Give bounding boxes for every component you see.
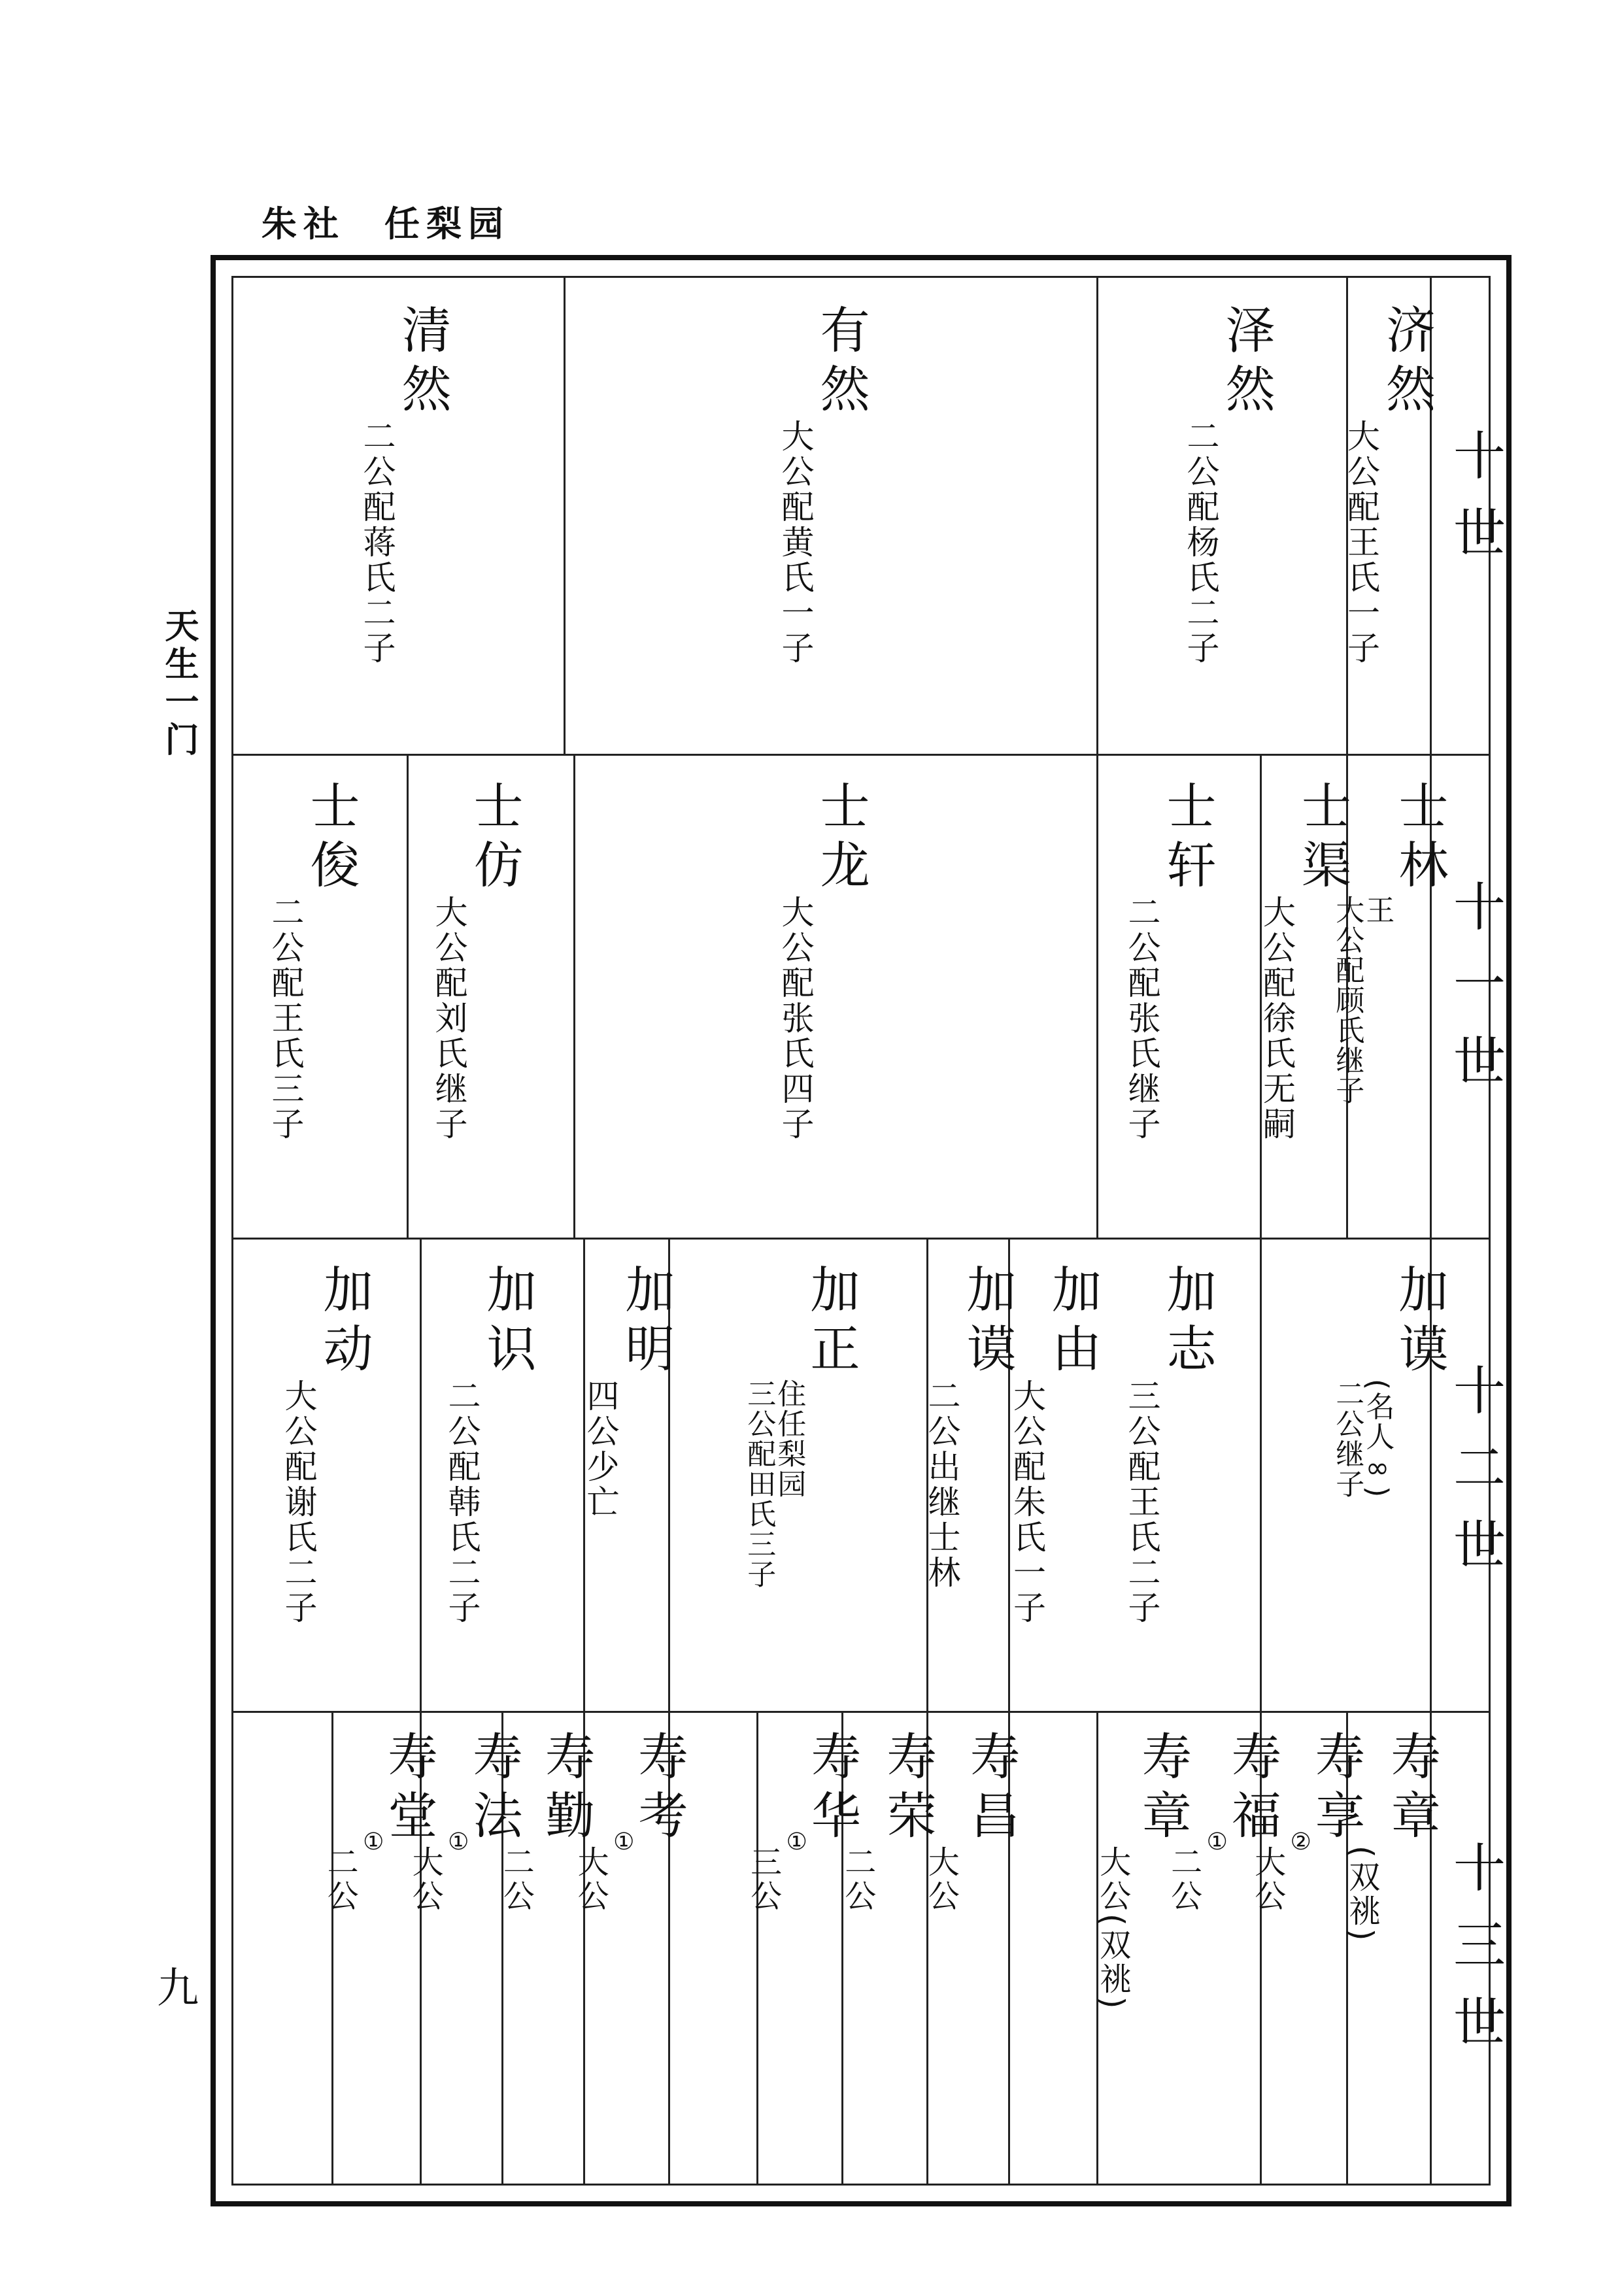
person-detail: 大公配徐氏无嗣 xyxy=(1257,895,1296,1142)
header-village: 朱社 xyxy=(262,203,345,245)
cell-divider xyxy=(420,1238,422,1711)
genealogy-frame xyxy=(211,255,1512,2206)
person-detail-note: 王 xyxy=(1360,895,1394,925)
person-detail xyxy=(742,1379,806,1589)
person-detail: 大公 xyxy=(922,1846,960,1914)
page-number: 九 xyxy=(157,1965,199,2013)
person-detail: 大公 xyxy=(407,1846,444,1914)
person-entry xyxy=(776,304,871,666)
person-name: 加谟 xyxy=(1390,1264,1449,1381)
person-detail: 三公 xyxy=(745,1846,782,1914)
person-detail: 大公 xyxy=(572,1846,609,1914)
person-detail: 二公 xyxy=(498,1846,535,1914)
side-label: 天生一门 xyxy=(159,608,199,760)
person-entry xyxy=(266,780,361,1142)
person-name: 寿福 xyxy=(1223,1730,1282,1848)
cell-divider xyxy=(564,278,566,754)
person-detail: 二公配杨氏二子 xyxy=(1181,419,1220,666)
person-detail-part: 二公继子 xyxy=(1330,1379,1364,1499)
row-divider xyxy=(233,1711,1489,1713)
person-entry xyxy=(1330,780,1449,1106)
person-detail: 二公出继士林 xyxy=(922,1379,961,1591)
person-detail: 大公 xyxy=(1249,1846,1286,1914)
person-mark: ① xyxy=(613,1829,635,1855)
generation-text: 十二世 xyxy=(1444,1363,1506,1595)
cell-divider xyxy=(331,1711,333,2184)
person-detail: 大公配朱氏一子 xyxy=(1007,1379,1046,1626)
generation-text: 十世 xyxy=(1444,428,1506,582)
person-name: 寿勤 xyxy=(537,1730,596,1848)
person-name: 士林 xyxy=(1390,780,1449,898)
person-detail-part: 住任梨园 xyxy=(772,1379,806,1499)
person-name: 寿考 xyxy=(630,1730,688,1848)
person-entry xyxy=(443,1264,535,1626)
person-entry xyxy=(922,1264,1017,1591)
cell-divider xyxy=(1260,1238,1262,1711)
cell-divider xyxy=(1096,278,1098,754)
person-mark: ① xyxy=(1206,1829,1228,1855)
person-entry xyxy=(430,780,522,1142)
person-detail: 大公配谢氏二子 xyxy=(279,1379,318,1626)
person-detail: 二公 xyxy=(1165,1846,1202,1914)
person-entry xyxy=(1123,1264,1215,1626)
person-name: 清然 xyxy=(394,304,452,422)
person-detail: 三公配王氏二子 xyxy=(1123,1379,1161,1626)
person-name: 有然 xyxy=(812,304,871,422)
person-detail: (双祧) xyxy=(1343,1846,1380,1944)
person-entry xyxy=(776,780,871,1142)
cell-divider xyxy=(407,754,409,1238)
person-mark: ① xyxy=(363,1829,384,1855)
person-detail-part: 氏继子 xyxy=(1330,1015,1364,1106)
person-mark: ① xyxy=(448,1829,469,1855)
person-name: 加正 xyxy=(802,1264,860,1381)
person-name: 加由 xyxy=(1043,1264,1102,1381)
person-entry xyxy=(1123,780,1215,1142)
person-name: 寿堂 xyxy=(379,1730,438,1848)
generation-label-12 xyxy=(1430,1363,1520,1595)
person-name: 加识 xyxy=(479,1264,537,1381)
person-name: 加志 xyxy=(1158,1264,1217,1381)
generation-label-10 xyxy=(1430,428,1520,582)
cell-divider xyxy=(573,754,575,1238)
generation-label-13 xyxy=(1430,1840,1520,2072)
generation-text: 十三世 xyxy=(1444,1840,1506,2072)
person-detail: 二公 xyxy=(839,1846,876,1914)
person-name: 士仿 xyxy=(465,780,524,898)
person-name: 士渠 xyxy=(1293,780,1352,898)
row-divider xyxy=(233,754,1489,756)
person-detail: 二公 xyxy=(322,1846,359,1914)
person-detail: 二公配蒋氏二子 xyxy=(358,419,396,666)
person-name: 寿昌 xyxy=(962,1730,1021,1848)
person-name: 寿荣 xyxy=(879,1730,938,1848)
generation-text: 十一世 xyxy=(1444,879,1506,1111)
person-entry xyxy=(1330,1264,1449,1499)
person-entry xyxy=(922,1730,1021,1914)
person-name: 士俊 xyxy=(302,780,361,898)
person-name: 加动 xyxy=(315,1264,374,1381)
header-place: 任梨园 xyxy=(384,203,510,245)
genealogy-table xyxy=(231,276,1506,2186)
person-name: 寿法 xyxy=(464,1730,523,1848)
person-name: 士龙 xyxy=(812,780,871,898)
person-entry xyxy=(743,1264,858,1589)
person-name: 寿章 xyxy=(1383,1730,1442,1848)
person-detail: 大公配王氏一子 xyxy=(1342,419,1380,666)
person-name: 寿华 xyxy=(803,1730,862,1848)
person-name: 加明 xyxy=(617,1264,676,1381)
person-detail: 大公配刘氏继子 xyxy=(430,895,468,1142)
person-name: 加谟 xyxy=(958,1264,1017,1381)
person-entry xyxy=(1181,304,1274,666)
person-entry xyxy=(279,1264,374,1626)
row-divider xyxy=(233,1238,1489,1240)
person-entry xyxy=(572,1730,688,1914)
person-detail: 大公配张氏四子 xyxy=(776,895,815,1142)
person-detail: 大公配黄氏一子 xyxy=(776,419,815,666)
person-name: 寿章 xyxy=(1134,1730,1192,1848)
person-entry xyxy=(358,304,450,666)
person-detail: 二公配韩氏二子 xyxy=(443,1379,481,1626)
person-name: 寿享 xyxy=(1307,1730,1366,1848)
generation-label-11 xyxy=(1430,879,1520,1111)
person-detail: 二公配王氏三子 xyxy=(266,895,305,1142)
page-header xyxy=(262,196,549,246)
person-detail xyxy=(1332,1379,1392,1499)
cell-divider xyxy=(1096,754,1098,1238)
person-name: 士轩 xyxy=(1158,780,1217,898)
person-mark: ① xyxy=(786,1829,807,1855)
person-entry xyxy=(1342,304,1436,666)
person-entry xyxy=(581,1264,676,1520)
person-detail: 四公少亡 xyxy=(581,1379,620,1520)
person-detail-part: (名人∞) xyxy=(1360,1379,1394,1499)
person-detail-part: 大公配顾 xyxy=(1330,895,1364,1015)
person-detail: 二公配张氏继子 xyxy=(1123,895,1161,1142)
person-detail-part: 三公配田氏三子 xyxy=(742,1379,776,1589)
person-name: 济然 xyxy=(1377,304,1436,422)
person-mark: ② xyxy=(1290,1829,1311,1855)
person-name: 泽然 xyxy=(1217,304,1276,422)
cell-divider xyxy=(756,1711,758,2184)
person-entry xyxy=(1007,1264,1102,1626)
person-detail: 大公(双祧) xyxy=(1094,1846,1131,2012)
